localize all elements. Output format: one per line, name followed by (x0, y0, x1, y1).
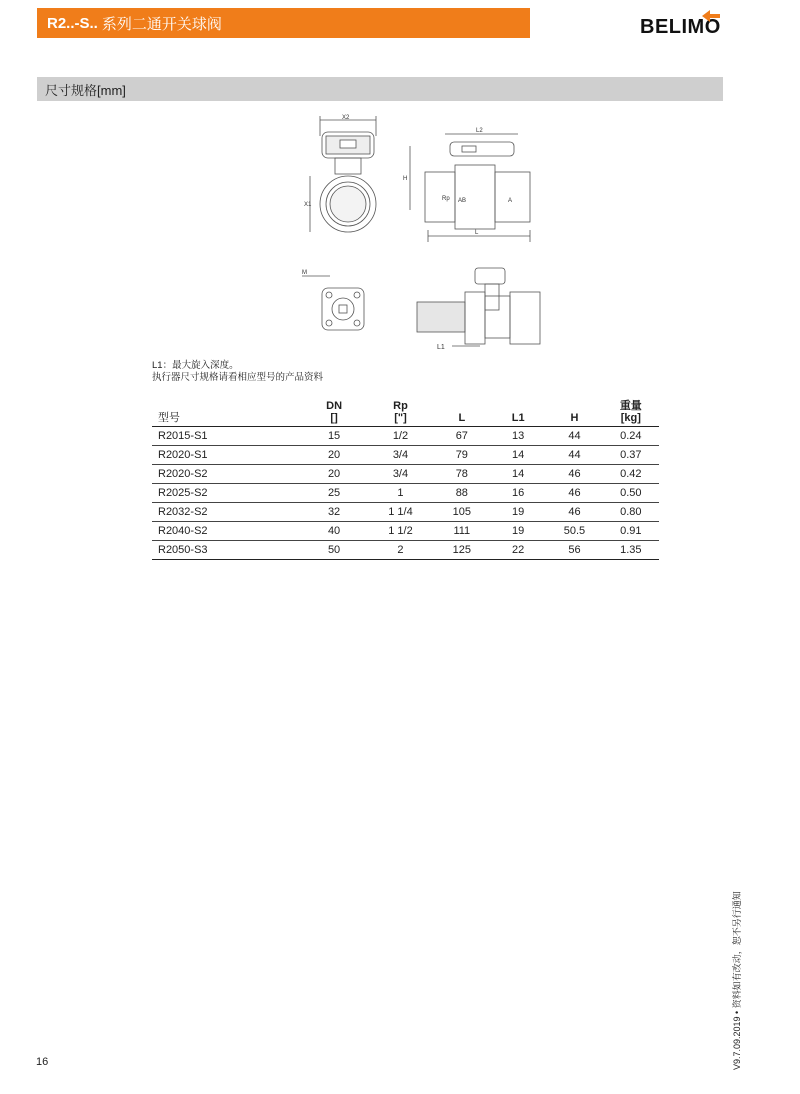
col-rp: Rp ["] (393, 400, 408, 424)
label-l1: L1 (437, 344, 445, 351)
note-actuator: 执行器尺寸规格请看相应型号的产品资料 (152, 372, 324, 383)
label-h: H (403, 176, 408, 182)
note-l1: L1：最大旋入深度。 (152, 360, 239, 371)
table-row: R2025-S2 25 1 88 16 46 0.50 (152, 484, 659, 503)
series-title: 系列二通开关球阀 (101, 15, 222, 33)
table-row: R2015-S1 15 1/2 67 13 44 0.24 (152, 427, 659, 446)
label-x1: X1 (304, 202, 312, 208)
col-weight: 重量 [kg] (619, 400, 642, 424)
version-note: V9.7.09.2019 • 资料如有改动，恕不另行通知 (732, 891, 742, 1070)
col-l: L (458, 412, 466, 424)
label-m: M (302, 270, 307, 276)
label-l2: L2 (476, 128, 483, 134)
table-row: R2040-S2 40 1 1/2 111 19 50.5 0.91 (152, 522, 659, 541)
table-row: R2032-S2 32 1 1/4 105 19 46 0.80 (152, 503, 659, 522)
label-x2: X2 (342, 115, 350, 121)
section-title-bar (37, 77, 723, 101)
table-row: R2020-S2 20 3/4 78 14 46 0.42 (152, 465, 659, 484)
col-model: 型号 (158, 412, 180, 424)
label-ab: AB (458, 198, 467, 204)
table-row: R2050-S3 50 2 125 22 56 1.35 (152, 541, 659, 560)
label-rp: Rp (442, 196, 450, 202)
col-h: H (570, 412, 579, 424)
page-number: 16 (36, 1056, 49, 1068)
table-header-row (152, 400, 659, 427)
logo-arrow-icon (640, 10, 728, 38)
notes (152, 360, 323, 384)
section-title: 尺寸规格[mm] (45, 82, 126, 98)
col-dn: DN [] (326, 400, 343, 424)
series-code: R2..-S.. (47, 14, 98, 32)
dimension-drawing (280, 110, 560, 360)
dimension-table (152, 400, 659, 560)
belimo-logo (640, 10, 728, 38)
label-a: A (508, 198, 513, 204)
logo-text: BELIMO (640, 16, 721, 38)
table-row: R2020-S1 20 3/4 79 14 44 0.37 (152, 446, 659, 465)
col-l1: L1 (511, 412, 525, 424)
header-bar (37, 8, 530, 38)
label-l: L (475, 230, 479, 236)
